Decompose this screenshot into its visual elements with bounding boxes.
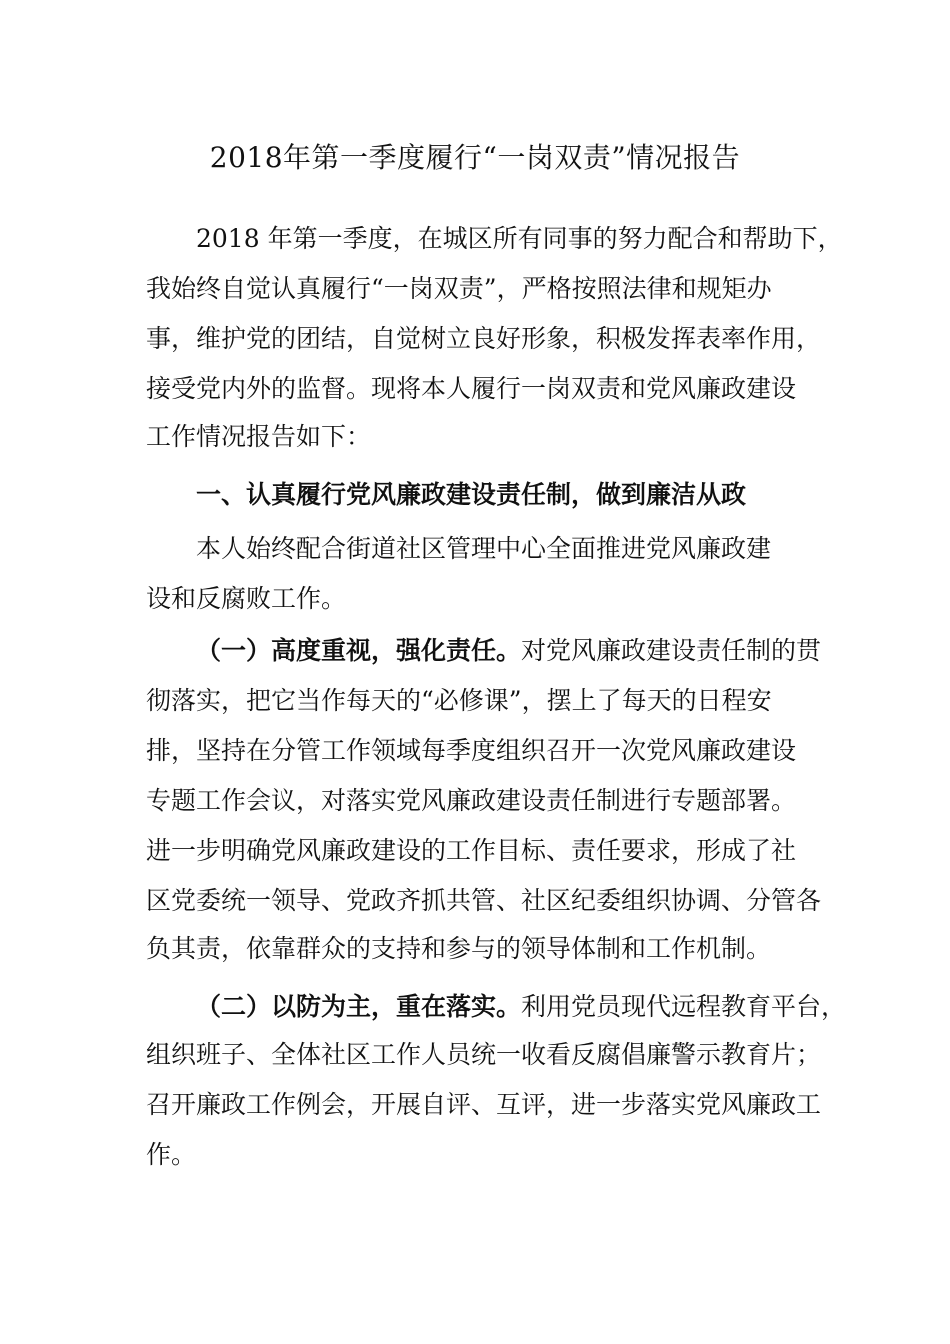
- intro-line-3: 事，维护党的团结，自觉树立良好形象，积极发挥表率作用，: [146, 324, 822, 353]
- sub-1-line-4: 专题工作会议，对落实党风廉政建设责任制进行专题部署。: [146, 786, 797, 815]
- sub-2-first-line-rest: 利用党员现代远程教育平台，: [521, 992, 847, 1021]
- sub-1-line-5: 进一步明确党风廉政建设的工作目标、责任要求，形成了社: [146, 836, 797, 865]
- sub-1-line-3: 排，坚持在分管工作领域每季度组织召开一次党风廉政建设: [146, 736, 797, 765]
- intro-line-5: 工作情况报告如下：: [146, 422, 372, 451]
- section-1-heading: 一、认真履行党风廉政建设责任制，做到廉洁从政: [196, 480, 747, 509]
- sub-1-first-line: [196, 634, 821, 668]
- sub-1-line-2: 彻落实，把它当作每天的“必修课”，摆上了每天的日程安: [146, 686, 772, 715]
- intro-line-4: 接受党内外的监督。现将本人履行一岗双责和党风廉政建设: [146, 374, 797, 403]
- section-1-body-line-1: 本人始终配合街道社区管理中心全面推进党风廉政建: [196, 534, 772, 563]
- sub-2-lead: （二）以防为主，重在落实。: [196, 992, 522, 1021]
- document-title: 2018年第一季度履行“一岗双责”情况报告: [209, 141, 741, 174]
- sub-1-first-line-rest: 对党风廉政建设责任制的贯: [521, 636, 822, 665]
- intro-line-2: 我始终自觉认真履行“一岗双责”，严格按照法律和规矩办: [146, 274, 772, 303]
- intro-line-1: 2018 年第一季度，在城区所有同事的努力配合和帮助下，: [196, 224, 843, 253]
- section-1-body-line-2: 设和反腐败工作。: [146, 584, 347, 613]
- sub-2-line-2: 组织班子、全体社区工作人员统一收看反腐倡廉警示教育片；: [146, 1040, 822, 1069]
- sub-1-lead: （一）高度重视，强化责任。: [196, 636, 522, 665]
- sub-2-line-4: 作。: [146, 1140, 197, 1169]
- sub-1-line-6: 区党委统一领导、党政齐抓共管、社区纪委组织协调、分管各: [146, 886, 822, 915]
- sub-1-line-7: 负其责，依靠群众的支持和参与的领导体制和工作机制。: [146, 934, 772, 963]
- sub-2-line-3: 召开廉政工作例会，开展自评、互评，进一步落实党风廉政工: [146, 1090, 822, 1119]
- sub-2-first-line: [196, 990, 846, 1024]
